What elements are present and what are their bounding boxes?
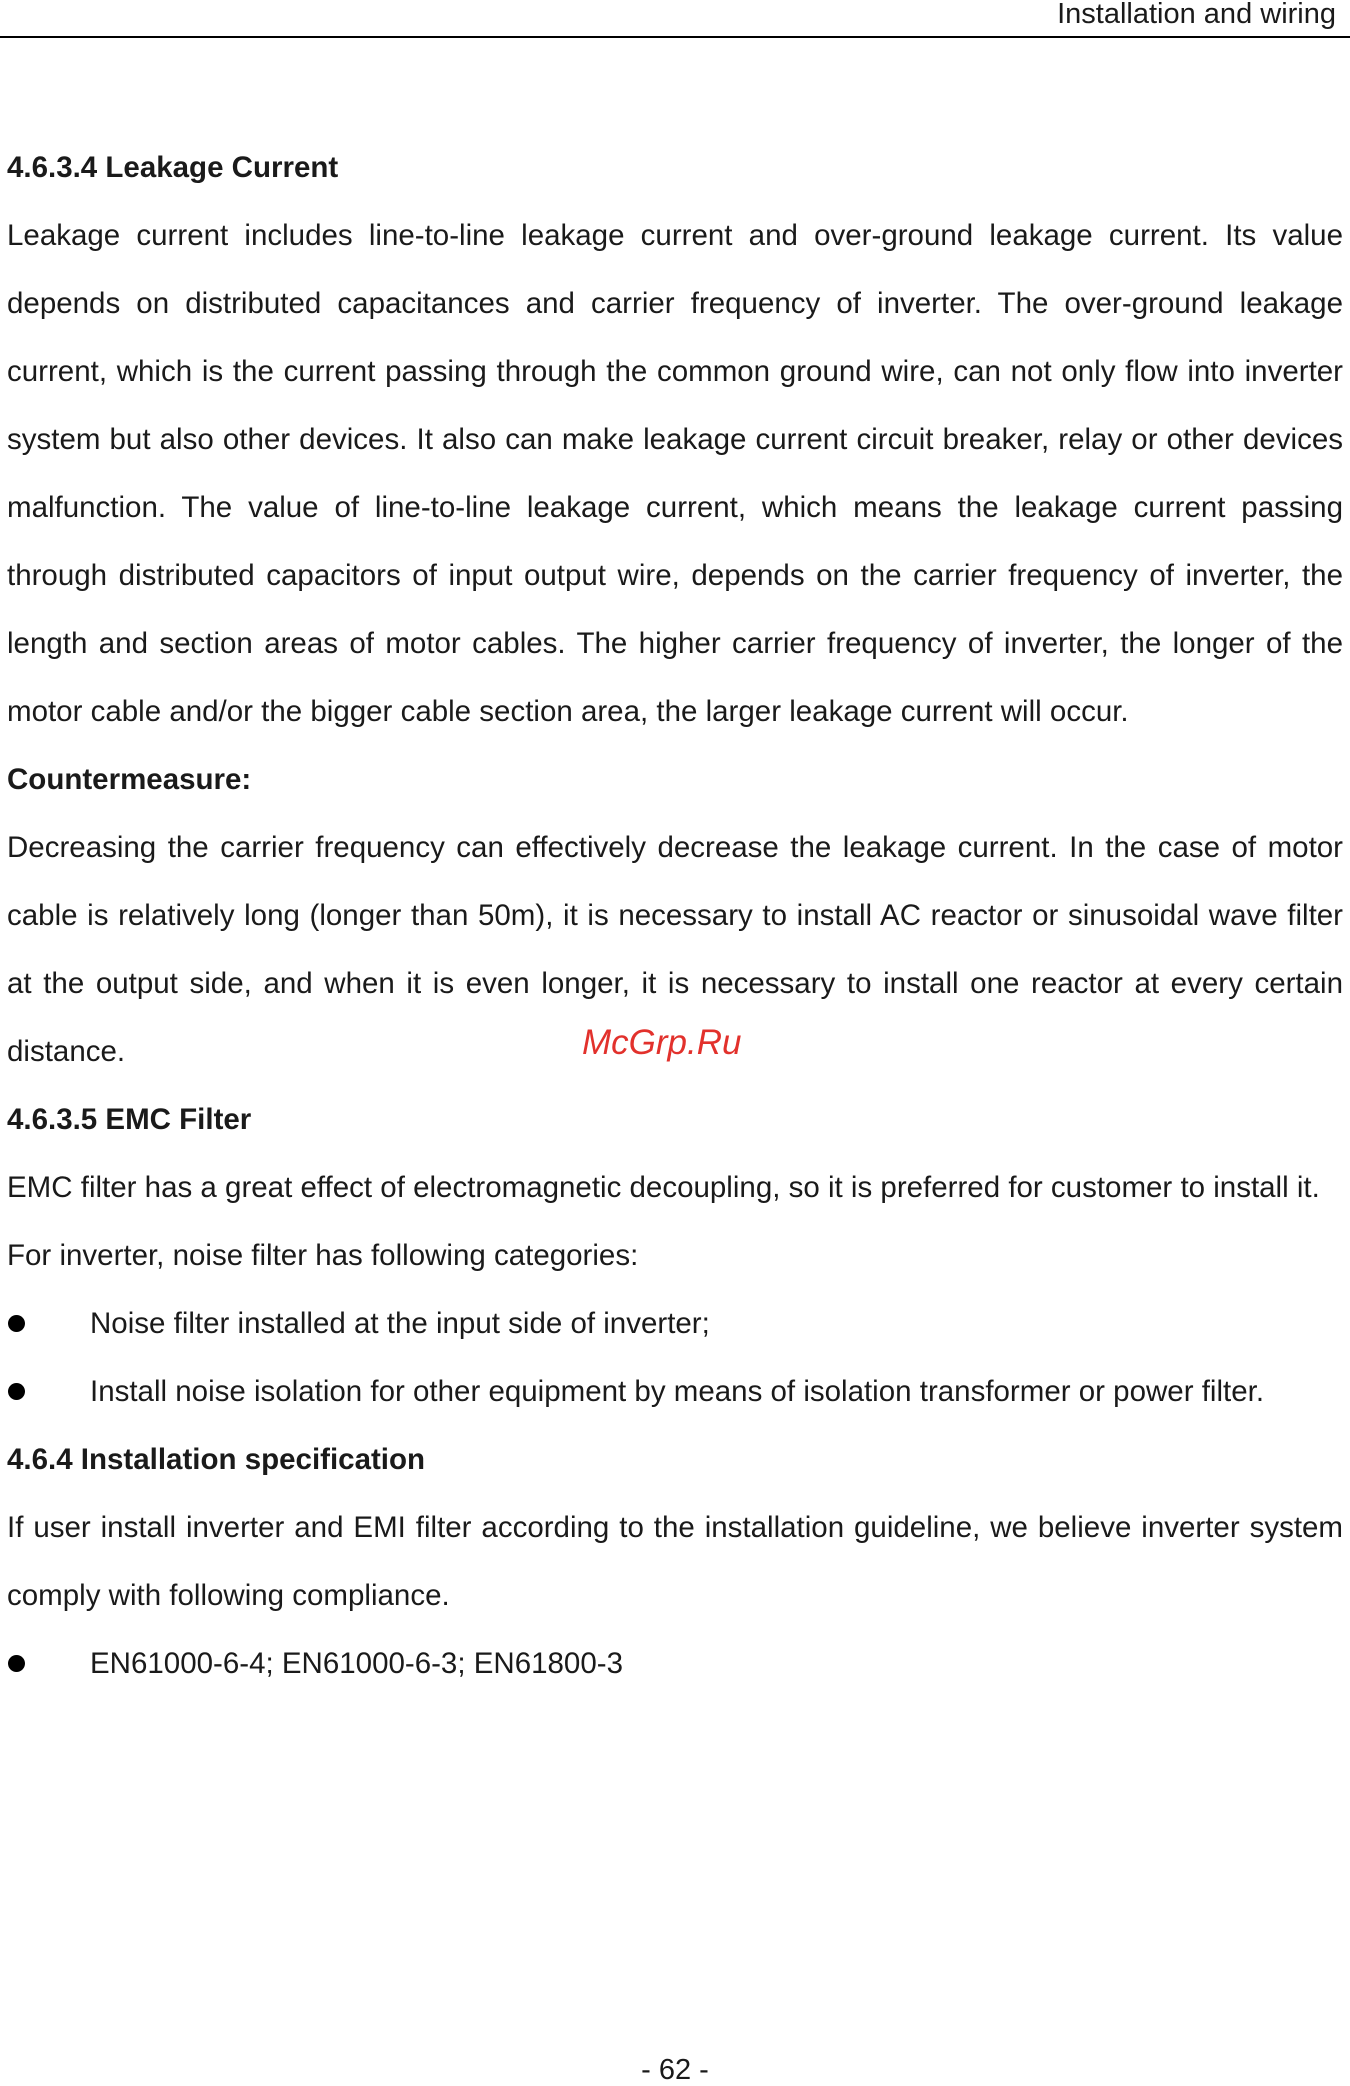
paragraph-emc-intro: For inverter, noise filter has following categories: xyxy=(7,1239,639,1272)
paragraph-leakage-current: Leakage current includes line-to-line leakage current and over-ground leakage current. Its value depends on distributed capacitances and carrier frequency of inverter. The over-ground leakage current, which is the current passing through the common ground wire, can not only flow into inverter system but also other devices. It also can make leakage current circuit breaker, relay or other devices malfunction. The value of line-to-line leakage current, which means the leakage current passing through distributed capacitors of input output wire, depends on the carrier frequency of inverter, the length and section areas of motor cables. The higher carrier frequency of inverter, the longer of the motor cable and/or the bigger cable section area, the larger leakage current will occur. xyxy=(7,219,1343,728)
list-item xyxy=(7,1630,1343,1698)
header-title: Installation and wiring xyxy=(1057,0,1336,30)
list-item xyxy=(7,1358,1343,1426)
bullet-icon xyxy=(8,1655,25,1672)
list-item xyxy=(7,1290,1343,1358)
heading-emc-filter: 4.6.3.5 EMC Filter xyxy=(7,1103,252,1136)
page-number: - 62 - xyxy=(641,2054,709,2086)
emc-filter-list xyxy=(7,1290,1343,1426)
watermark: McGrp.Ru xyxy=(582,1023,742,1062)
bullet-icon xyxy=(8,1383,25,1400)
heading-installation-specification: 4.6.4 Installation specification xyxy=(7,1443,426,1476)
compliance-list xyxy=(7,1630,1343,1698)
paragraph-countermeasure: Decreasing the carrier frequency can effectively decrease the leakage current. In the case of motor cable is relatively long (longer than 50m), it is necessary to install AC reactor or sinusoidal wave filter at the output side, and when it is even longer, it is necessary to install one reactor at every certain distance. xyxy=(7,831,1343,1068)
paragraph-emc-filter: EMC filter has a great effect of electromagnetic decoupling, so it is preferred for customer to install it. xyxy=(7,1171,1320,1204)
bullet-icon xyxy=(8,1315,25,1332)
paragraph-installation-specification: If user install inverter and EMI filter according to the installation guideline, we believe inverter system comply with following compliance. xyxy=(7,1511,1343,1612)
page-header xyxy=(0,0,1350,38)
list-item-text: Install noise isolation for other equipment by means of isolation transformer or power filter. xyxy=(90,1375,1265,1408)
list-item-text: Noise filter installed at the input side of inverter; xyxy=(90,1307,710,1340)
document-body xyxy=(7,134,1343,1698)
heading-leakage-current: 4.6.3.4 Leakage Current xyxy=(7,151,339,184)
list-item-text: EN61000-6-4; EN61000-6-3; EN61800-3 xyxy=(90,1647,623,1680)
heading-countermeasure: Countermeasure: xyxy=(7,763,252,796)
